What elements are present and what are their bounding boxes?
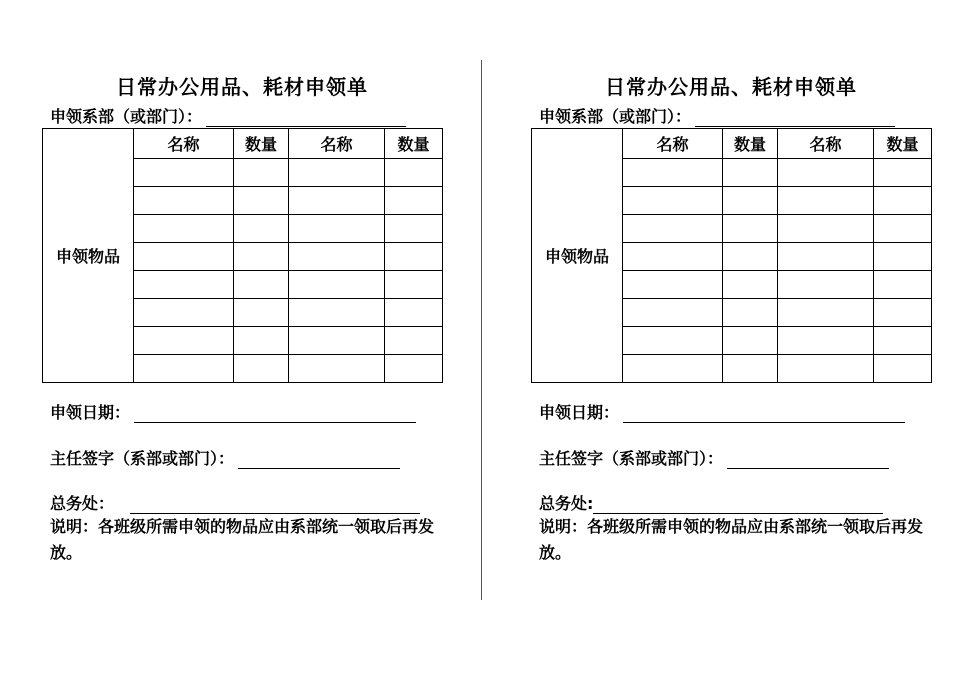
item-name-cell[interactable] — [778, 271, 874, 299]
item-name-cell[interactable] — [134, 215, 234, 243]
item-qty-cell[interactable] — [874, 299, 932, 327]
form-title: 日常办公用品、耗材申领单 — [116, 75, 368, 99]
item-qty-cell[interactable] — [234, 215, 289, 243]
form-title: 日常办公用品、耗材申领单 — [605, 75, 857, 99]
item-name-cell[interactable] — [134, 187, 234, 215]
page-divider — [481, 60, 482, 600]
item-name-cell[interactable] — [778, 243, 874, 271]
item-qty-cell[interactable] — [234, 327, 289, 355]
item-qty-cell[interactable] — [234, 243, 289, 271]
item-name-cell[interactable] — [134, 327, 234, 355]
general-affairs-label: 总务处: — [539, 494, 594, 513]
column-header-quantity: 数量 — [874, 129, 932, 159]
items-table — [531, 128, 932, 383]
item-qty-cell[interactable] — [874, 187, 932, 215]
item-qty-cell[interactable] — [723, 187, 778, 215]
item-qty-cell[interactable] — [234, 159, 289, 187]
item-qty-cell[interactable] — [874, 215, 932, 243]
table-header-row — [532, 129, 932, 159]
item-name-cell[interactable] — [289, 355, 385, 383]
column-header-quantity: 数量 — [723, 129, 778, 159]
item-name-cell[interactable] — [778, 215, 874, 243]
item-qty-cell[interactable] — [723, 355, 778, 383]
general-affairs-row — [539, 491, 883, 514]
item-name-cell[interactable] — [623, 159, 723, 187]
department-row — [50, 104, 440, 127]
item-qty-cell[interactable] — [723, 159, 778, 187]
items-table — [42, 128, 443, 383]
item-qty-cell[interactable] — [874, 159, 932, 187]
date-label: 申领日期： — [50, 403, 131, 422]
director-row — [539, 446, 889, 469]
item-qty-cell[interactable] — [723, 243, 778, 271]
item-qty-cell[interactable] — [385, 271, 443, 299]
item-name-cell[interactable] — [134, 271, 234, 299]
date-row — [50, 400, 416, 423]
item-name-cell[interactable] — [778, 355, 874, 383]
item-qty-cell[interactable] — [234, 299, 289, 327]
date-label: 申领日期： — [539, 403, 620, 422]
item-qty-cell[interactable] — [234, 187, 289, 215]
item-qty-cell[interactable] — [234, 271, 289, 299]
column-header-quantity: 数量 — [234, 129, 289, 159]
item-name-cell[interactable] — [623, 299, 723, 327]
item-name-cell[interactable] — [778, 327, 874, 355]
date-field[interactable] — [623, 406, 905, 423]
item-name-cell[interactable] — [134, 159, 234, 187]
item-qty-cell[interactable] — [874, 355, 932, 383]
item-qty-cell[interactable] — [385, 327, 443, 355]
date-field[interactable] — [134, 406, 416, 423]
note-text: 说明：各班级所需申领的物品应由系部统一领取后再发放。 — [539, 517, 924, 562]
item-qty-cell[interactable] — [385, 243, 443, 271]
department-label: 申领系部（或部门）： — [50, 107, 203, 126]
director-signature-label: 主任签字（系部或部门）： — [539, 449, 724, 468]
item-name-cell[interactable] — [623, 243, 723, 271]
director-signature-field[interactable] — [238, 452, 400, 469]
item-qty-cell[interactable] — [874, 243, 932, 271]
column-header-name: 名称 — [623, 129, 723, 159]
item-name-cell[interactable] — [289, 187, 385, 215]
department-field[interactable] — [206, 110, 406, 127]
director-signature-label: 主任签字（系部或部门）： — [50, 449, 235, 468]
item-qty-cell[interactable] — [385, 215, 443, 243]
item-qty-cell[interactable] — [874, 327, 932, 355]
item-qty-cell[interactable] — [723, 271, 778, 299]
item-name-cell[interactable] — [289, 271, 385, 299]
department-field[interactable] — [695, 110, 895, 127]
items-label-cell: 申领物品 — [532, 129, 623, 383]
item-name-cell[interactable] — [134, 355, 234, 383]
item-name-cell[interactable] — [623, 355, 723, 383]
item-name-cell[interactable] — [134, 299, 234, 327]
item-qty-cell[interactable] — [234, 355, 289, 383]
item-name-cell[interactable] — [289, 243, 385, 271]
item-qty-cell[interactable] — [723, 327, 778, 355]
item-qty-cell[interactable] — [385, 159, 443, 187]
item-qty-cell[interactable] — [874, 271, 932, 299]
item-name-cell[interactable] — [623, 187, 723, 215]
column-header-name: 名称 — [778, 129, 874, 159]
item-qty-cell[interactable] — [385, 187, 443, 215]
item-qty-cell[interactable] — [385, 299, 443, 327]
item-name-cell[interactable] — [289, 159, 385, 187]
item-name-cell[interactable] — [778, 299, 874, 327]
table-header-row — [43, 129, 443, 159]
item-name-cell[interactable] — [778, 159, 874, 187]
general-affairs-row — [50, 491, 420, 514]
items-label-cell: 申领物品 — [43, 129, 134, 383]
item-name-cell[interactable] — [623, 215, 723, 243]
item-qty-cell[interactable] — [723, 299, 778, 327]
column-header-quantity: 数量 — [385, 129, 443, 159]
item-qty-cell[interactable] — [385, 355, 443, 383]
director-signature-field[interactable] — [727, 452, 889, 469]
item-name-cell[interactable] — [289, 215, 385, 243]
general-affairs-field[interactable] — [593, 497, 883, 514]
item-qty-cell[interactable] — [723, 215, 778, 243]
general-affairs-label: 总务处： — [50, 494, 115, 513]
date-row — [539, 400, 905, 423]
department-row — [539, 104, 929, 127]
column-header-name: 名称 — [289, 129, 385, 159]
item-name-cell[interactable] — [623, 327, 723, 355]
item-name-cell[interactable] — [778, 187, 874, 215]
general-affairs-field[interactable] — [130, 497, 420, 514]
item-name-cell[interactable] — [289, 327, 385, 355]
item-name-cell[interactable] — [134, 243, 234, 271]
note-text: 说明：各班级所需申领的物品应由系部统一领取后再发放。 — [50, 517, 435, 562]
director-row — [50, 446, 400, 469]
department-label: 申领系部（或部门）： — [539, 107, 692, 126]
item-name-cell[interactable] — [289, 299, 385, 327]
item-name-cell[interactable] — [623, 271, 723, 299]
column-header-name: 名称 — [134, 129, 234, 159]
